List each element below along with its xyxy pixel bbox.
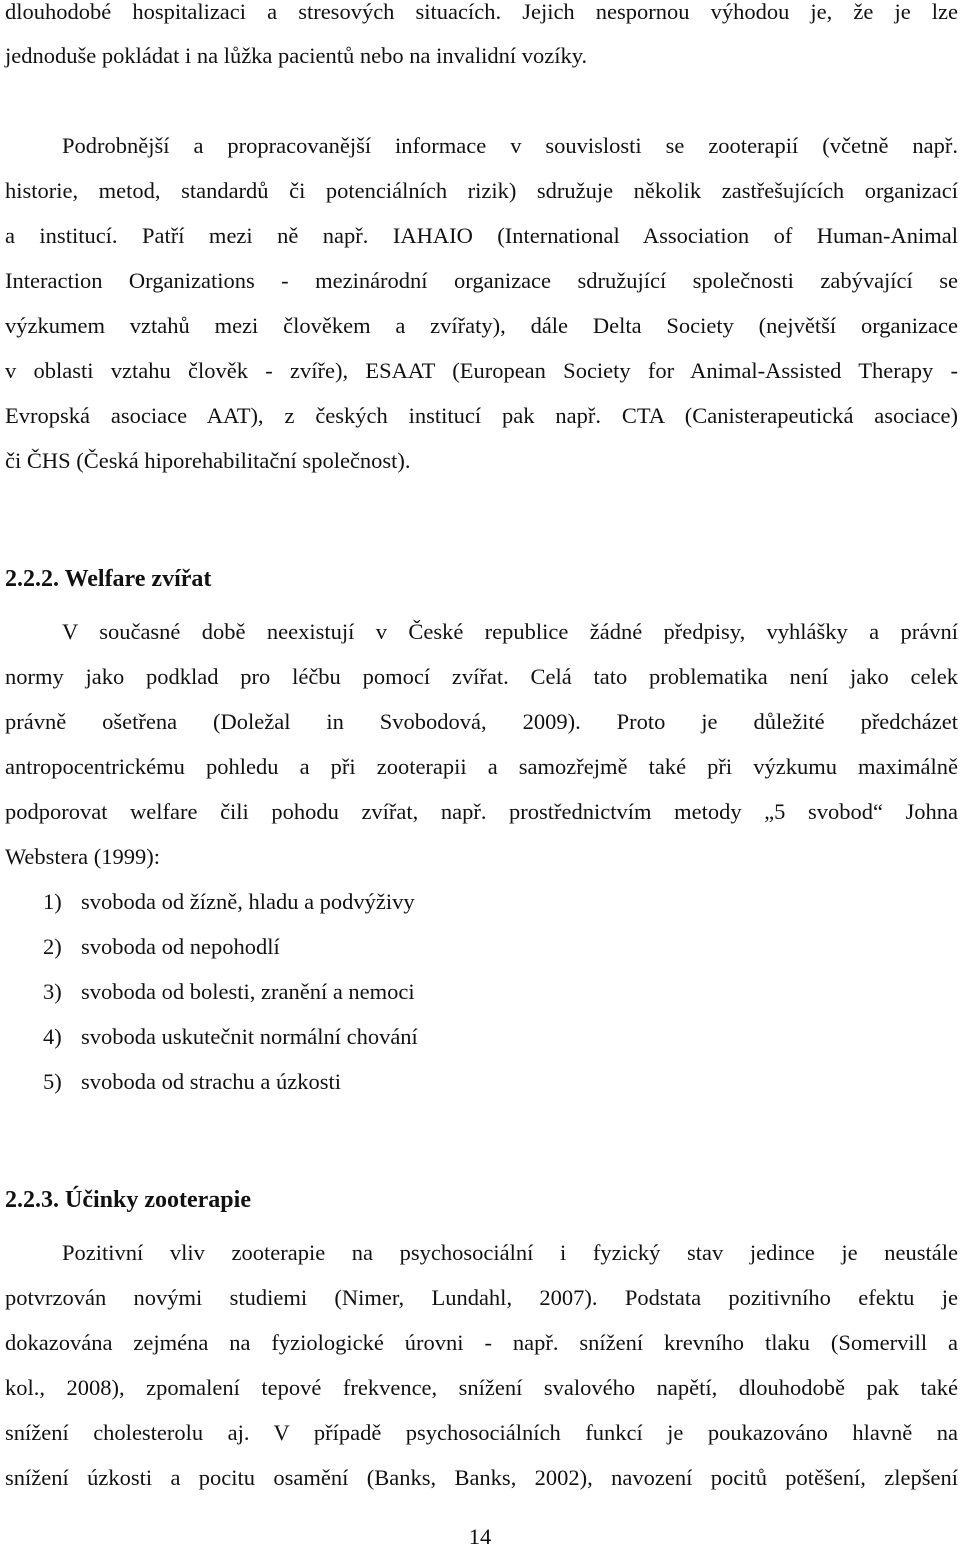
text-line: normy jako podklad pro léčbu pomocí zvířat. Celá tato problematika není jako celek xyxy=(5,664,958,689)
text-line: snížení úzkosti a pocitu osamění (Banks, Banks, 2002), navození pocitů potěšení, zlepšení xyxy=(5,1465,958,1490)
text-line: antropocentrickému pohledu a při zooterapii a samozřejmě také při výzkumu maximálně xyxy=(5,754,958,779)
list-item xyxy=(43,888,415,916)
text-line: a institucí. Patří mezi ně např. IAHAIO (International Association of Human-Animal xyxy=(5,223,958,248)
text-line: výzkumem vztahů mezi člověkem a zvířaty), dále Delta Society (největší organizace xyxy=(5,313,958,338)
text-line: podporovat welfare čili pohodu zvířat, např. prostřednictvím metody „5 svobod“ Johna xyxy=(5,799,958,824)
text-line: Evropská asociace AAT), z českých institucí pak např. CTA (Canisterapeutická asociace) xyxy=(5,403,958,428)
list-text: svoboda od žízně, hladu a podvýživy xyxy=(81,889,415,914)
text-line: dokazována zejména na fyziologické úrovni - např. snížení krevního tlaku (Somervill a xyxy=(5,1330,958,1355)
section-heading: 2.2.2. Welfare zvířat xyxy=(5,566,212,592)
text-line: V současné době neexistují v České republice žádné předpisy, vyhlášky a právní xyxy=(62,619,958,644)
text-line: Interaction Organizations - mezinárodní organizace sdružující společnosti zabývající se xyxy=(5,268,958,293)
text-line: či ČHS (Česká hiporehabilitační společnost). xyxy=(5,448,411,473)
text-line: snížení cholesterolu aj. V případě psychosociálních funkcí je poukazováno hlavně na xyxy=(5,1420,958,1445)
text-line: v oblasti vztahu člověk - zvíře), ESAAT (European Society for Animal-Assisted Therapy - xyxy=(5,358,958,383)
list-item xyxy=(43,1068,341,1096)
list-text: svoboda od bolesti, zranění a nemoci xyxy=(81,979,415,1004)
list-number: 1) xyxy=(43,889,62,914)
list-item xyxy=(43,1023,418,1051)
list-text: svoboda od strachu a úzkosti xyxy=(81,1069,341,1094)
text-line: potvrzován novými studiemi (Nimer, Lundahl, 2007). Podstata pozitivního efektu je xyxy=(5,1285,958,1310)
text-line: dlouhodobé hospitalizaci a stresových situacích. Jejich nespornou výhodou je, že je lze xyxy=(5,0,958,24)
list-item xyxy=(43,978,415,1006)
text-line: kol., 2008), zpomalení tepové frekvence, snížení svalového napětí, dlouhodobě pak také xyxy=(5,1375,958,1400)
list-number: 3) xyxy=(43,979,62,1004)
text-line: Webstera (1999): xyxy=(5,844,161,869)
page-number: 14 xyxy=(468,1524,492,1549)
list-item xyxy=(43,933,280,961)
text-line: Pozitivní vliv zooterapie na psychosociální i fyzický stav jedince je neustále xyxy=(62,1240,958,1265)
list-text: svoboda uskutečnit normální chování xyxy=(81,1024,418,1049)
section-heading: 2.2.3. Účinky zooterapie xyxy=(5,1187,251,1213)
text-line: právně ošetřena (Doležal in Svobodová, 2009). Proto je důležité předcházet xyxy=(5,709,958,734)
text-line: historie, metod, standardů či potenciálních rizik) sdružuje několik zastřešujících organizací xyxy=(5,178,958,203)
list-text: svoboda od nepohodlí xyxy=(81,934,280,959)
list-number: 4) xyxy=(43,1024,62,1049)
text-line: Podrobnější a propracovanější informace v souvislosti se zooterapií (včetně např. xyxy=(62,133,958,158)
text-line: jednoduše pokládat i na lůžka pacientů nebo na invalidní vozíky. xyxy=(5,43,588,68)
list-number: 5) xyxy=(43,1069,62,1094)
list-number: 2) xyxy=(43,934,62,959)
